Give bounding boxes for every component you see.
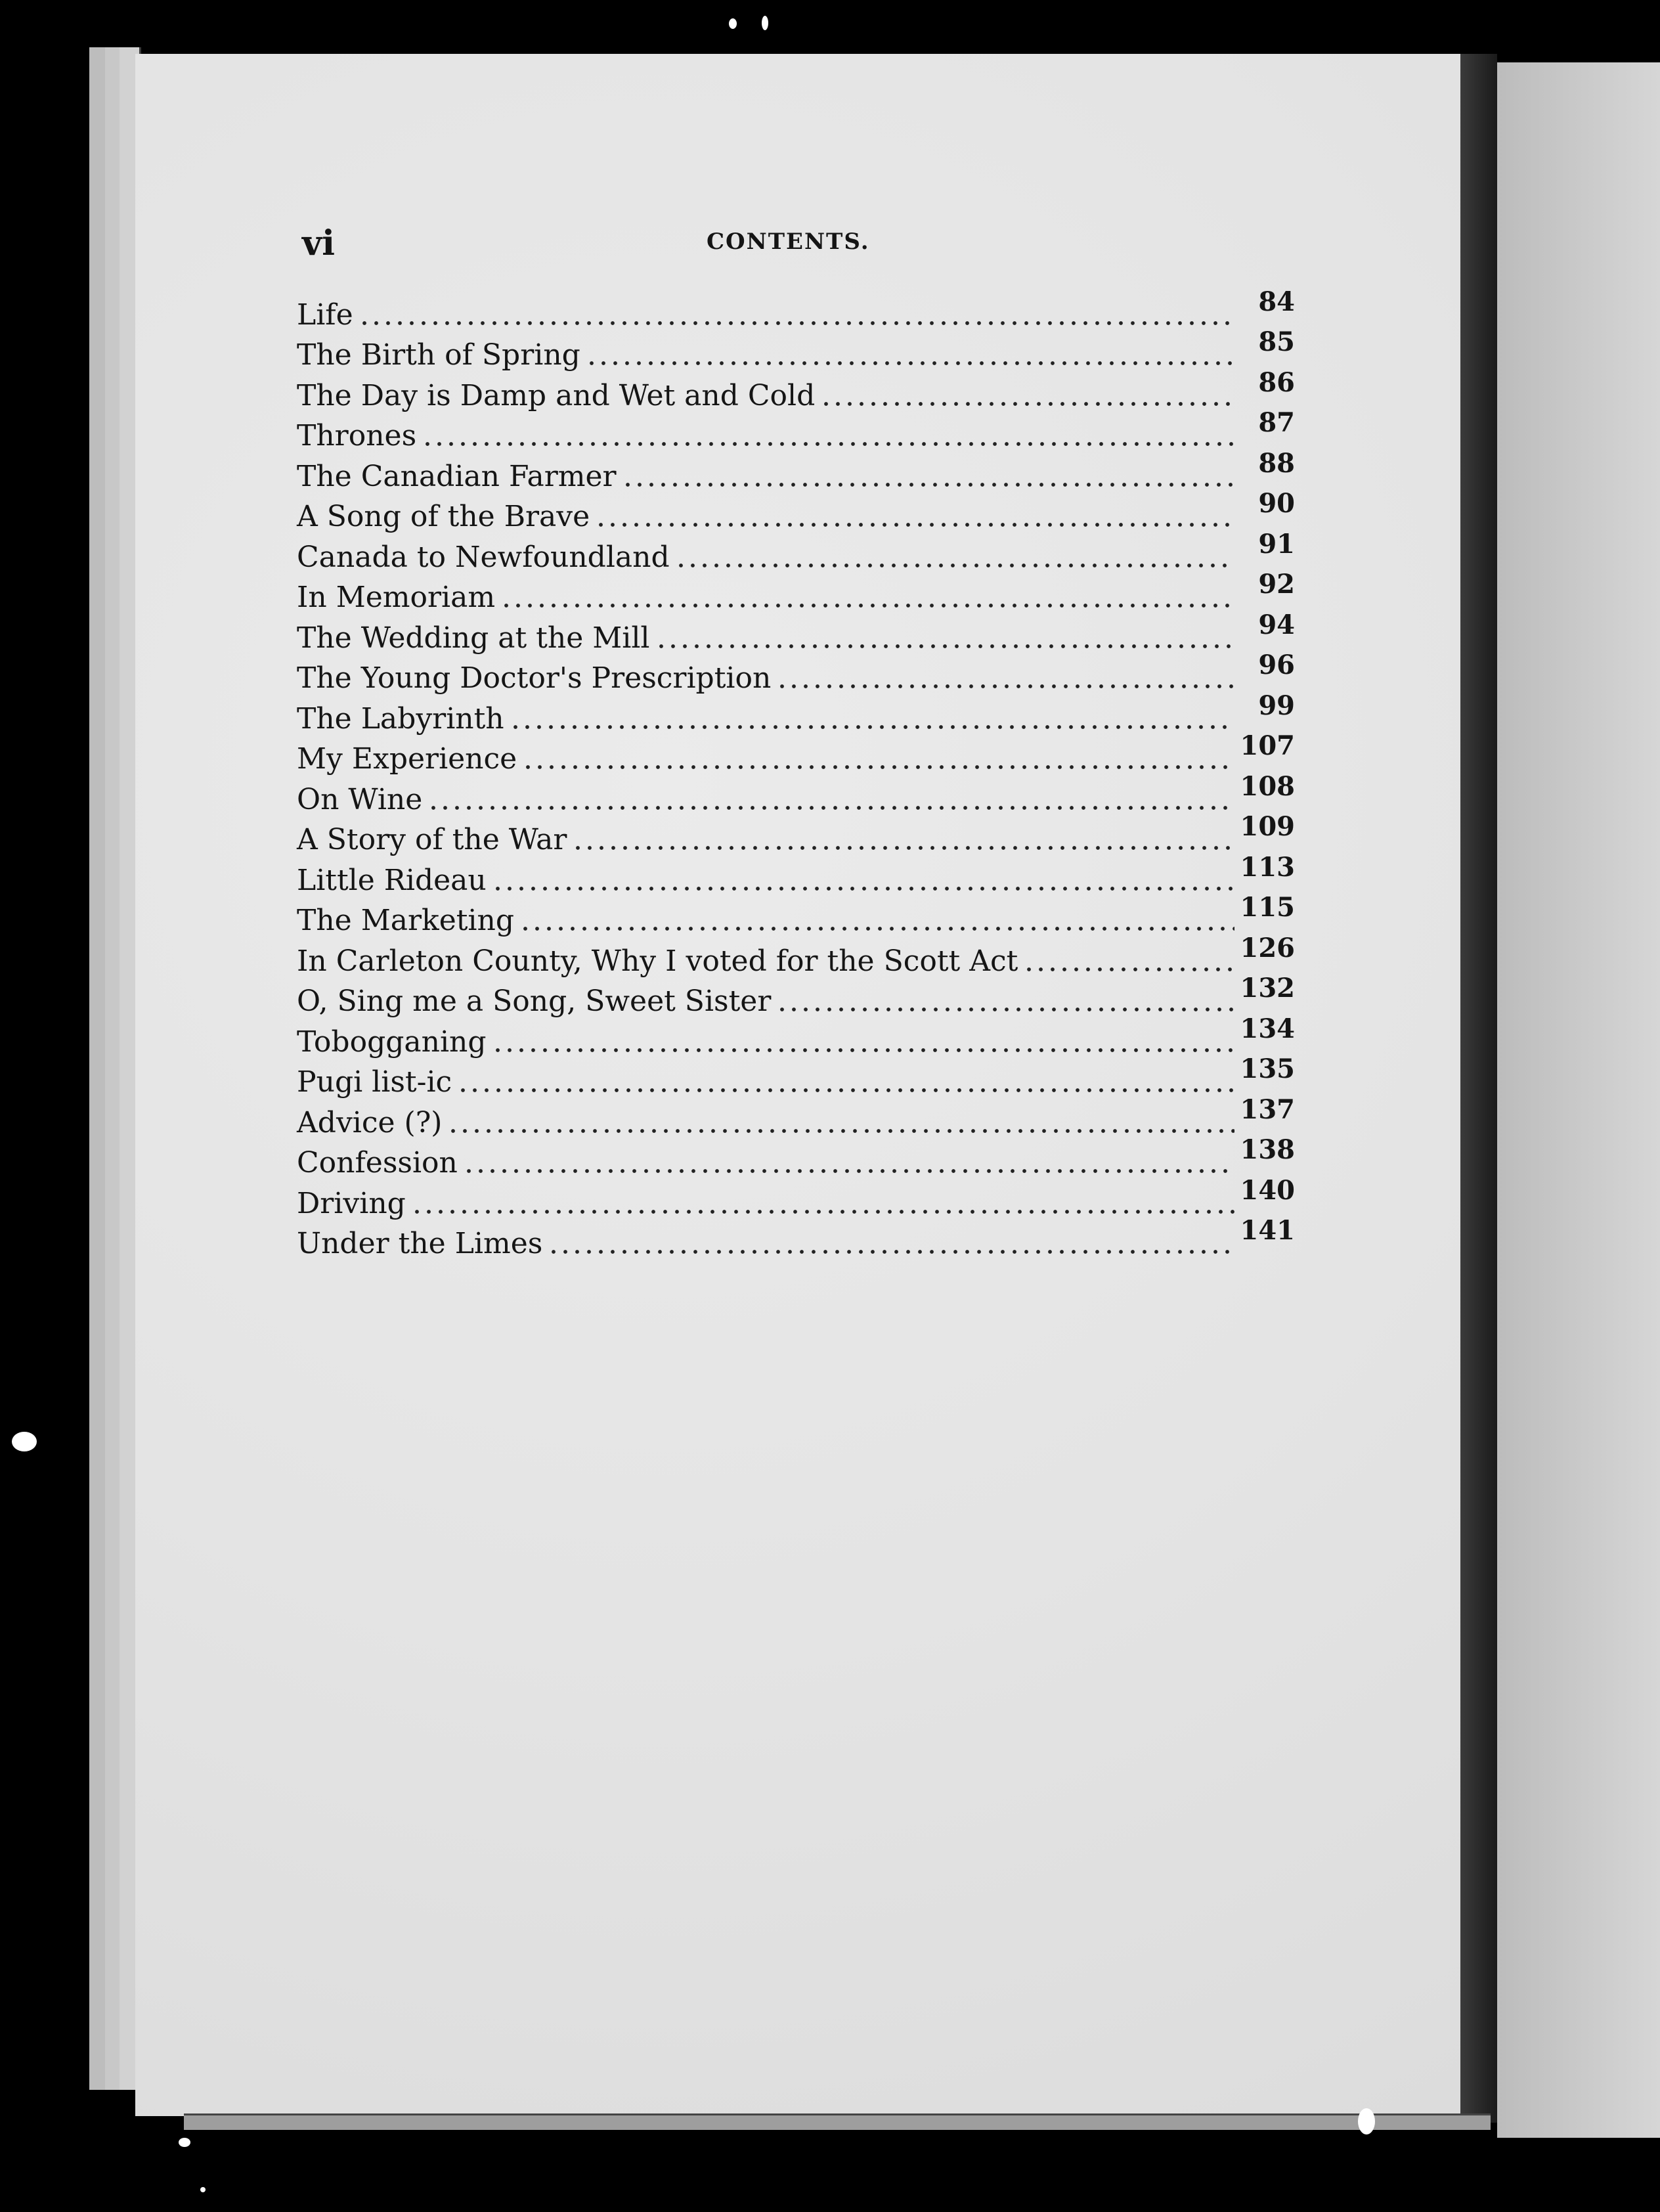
toc-entry [297, 851, 1295, 897]
toc-entry-page: 113 [1240, 851, 1295, 883]
toc-entry-title: Driving [297, 1186, 406, 1220]
toc-entry-title: In Memoriam [297, 581, 496, 614]
toc-entry-page: 86 [1258, 366, 1295, 398]
toc-entry [297, 326, 1295, 372]
toc-entry-page: 109 [1240, 811, 1295, 842]
dot-leader [820, 401, 1234, 407]
toc-entry [297, 973, 1295, 1018]
dot-leader [548, 1249, 1234, 1254]
toc-entry-title: Tobogganing [297, 1025, 487, 1059]
toc-entry-title: A Song of the Brave [297, 500, 590, 533]
scan-speck [179, 2138, 190, 2147]
toc-entry-title: Thrones [297, 419, 417, 453]
dot-leader [522, 764, 1234, 770]
dot-leader [411, 1209, 1234, 1214]
toc-entry [297, 609, 1295, 655]
toc-entry [297, 1215, 1295, 1260]
toc-entry [297, 528, 1295, 574]
toc-entry-title: Under the Limes [297, 1227, 543, 1260]
toc-entry-title: The Young Doctor's Prescription [297, 661, 772, 695]
dot-leader [447, 1128, 1234, 1134]
toc-entry-page: 108 [1240, 770, 1295, 802]
toc-entry-page: 132 [1240, 973, 1295, 1004]
dot-leader [492, 886, 1234, 891]
dot-leader [510, 724, 1234, 730]
toc-entry-page: 85 [1258, 326, 1295, 357]
toc-entry [297, 1094, 1295, 1139]
page-number: vi [302, 223, 335, 263]
toc-entry-page: 134 [1240, 1013, 1295, 1044]
toc-entry-page: 96 [1258, 650, 1295, 680]
toc-entry-page: 140 [1240, 1174, 1295, 1206]
toc-entry [297, 366, 1295, 412]
dot-leader [359, 321, 1234, 326]
toc-entry [297, 1134, 1295, 1180]
toc-entry-page: 138 [1240, 1134, 1295, 1165]
page-title: CONTENTS. [707, 229, 870, 255]
toc-entry-page: 135 [1240, 1053, 1295, 1084]
toc-entry-page: 115 [1240, 892, 1295, 923]
dot-leader [422, 441, 1234, 447]
dot-leader [655, 644, 1235, 649]
dot-leader [776, 684, 1234, 689]
dot-leader [622, 482, 1234, 487]
dot-leader [776, 1007, 1234, 1012]
toc-entry [297, 1013, 1295, 1059]
toc-entry-title: On Wine [297, 782, 423, 816]
toc-entry [297, 488, 1295, 533]
toc-entry-title: Advice (?) [297, 1105, 443, 1139]
toc-entry [297, 1053, 1295, 1099]
toc-entry-page: 141 [1240, 1215, 1295, 1246]
toc-entry-page: 126 [1240, 932, 1295, 963]
dot-leader [595, 522, 1234, 527]
toc-entry-title: A Story of the War [297, 823, 567, 856]
toc-entry-title: O, Sing me a Song, Sweet Sister [297, 984, 772, 1018]
toc-entry-title: Little Rideau [297, 863, 487, 897]
toc-entry-title: In Carleton County, Why I voted for the Scott Act [297, 944, 1018, 978]
toc-entry-page: 137 [1240, 1094, 1295, 1125]
scan-speck [762, 16, 768, 30]
gutter-shadow [1460, 54, 1497, 2123]
toc-entry-title: Canada to Newfoundland [297, 540, 670, 574]
toc-entry-page: 94 [1258, 609, 1295, 640]
toc-entry-title: Life [297, 298, 353, 332]
dot-leader [427, 805, 1234, 810]
dot-leader [500, 603, 1234, 608]
toc-entry [297, 730, 1295, 776]
toc-entry-page: 90 [1258, 488, 1295, 519]
toc-entry-title: My Experience [297, 742, 517, 776]
toc-entry [297, 407, 1295, 453]
facing-page [1497, 62, 1660, 2138]
toc-entry-title: The Labyrinth [297, 701, 504, 736]
toc-entry [297, 932, 1295, 978]
toc-entry-page: 107 [1240, 730, 1295, 761]
dot-leader [675, 563, 1234, 568]
toc-entry [297, 447, 1295, 493]
toc-entry-page: 99 [1258, 690, 1295, 721]
toc-entry-page: 84 [1258, 286, 1295, 317]
scan-speck [729, 18, 737, 29]
toc-entry-title: The Birth of Spring [297, 338, 580, 372]
toc-entry [297, 1174, 1295, 1220]
toc-entry-page: 92 [1258, 569, 1295, 600]
toc-entry [297, 650, 1295, 695]
toc-entry [297, 286, 1295, 332]
toc-entry [297, 569, 1295, 614]
running-head [302, 223, 1300, 276]
page-bottom-edge [184, 2113, 1491, 2130]
toc-entry-page: 88 [1258, 447, 1295, 479]
toc-entry-page: 91 [1258, 528, 1295, 560]
dot-leader [519, 926, 1234, 931]
scan-speck [12, 1432, 37, 1451]
toc-entry-title: The Marketing [297, 904, 514, 937]
table-of-contents [297, 286, 1295, 1260]
toc-entry-page: 87 [1258, 407, 1295, 438]
toc-entry-title: Confession [297, 1146, 458, 1180]
toc-entry [297, 811, 1295, 856]
scan-speck [1358, 2108, 1375, 2135]
dot-leader [1023, 967, 1234, 972]
scan-speck [200, 2187, 206, 2192]
dot-leader [492, 1048, 1234, 1053]
toc-entry [297, 770, 1295, 816]
dot-leader [463, 1168, 1234, 1174]
toc-entry [297, 892, 1295, 937]
toc-entry-title: Pugi list-ic [297, 1065, 452, 1099]
toc-entry [297, 690, 1295, 736]
dot-leader [586, 361, 1234, 366]
toc-entry-title: The Canadian Farmer [297, 459, 617, 493]
toc-entry-title: The Day is Damp and Wet and Cold [297, 378, 816, 412]
dot-leader [457, 1088, 1234, 1093]
toc-entry-title: The Wedding at the Mill [297, 621, 650, 655]
dot-leader [572, 845, 1234, 851]
